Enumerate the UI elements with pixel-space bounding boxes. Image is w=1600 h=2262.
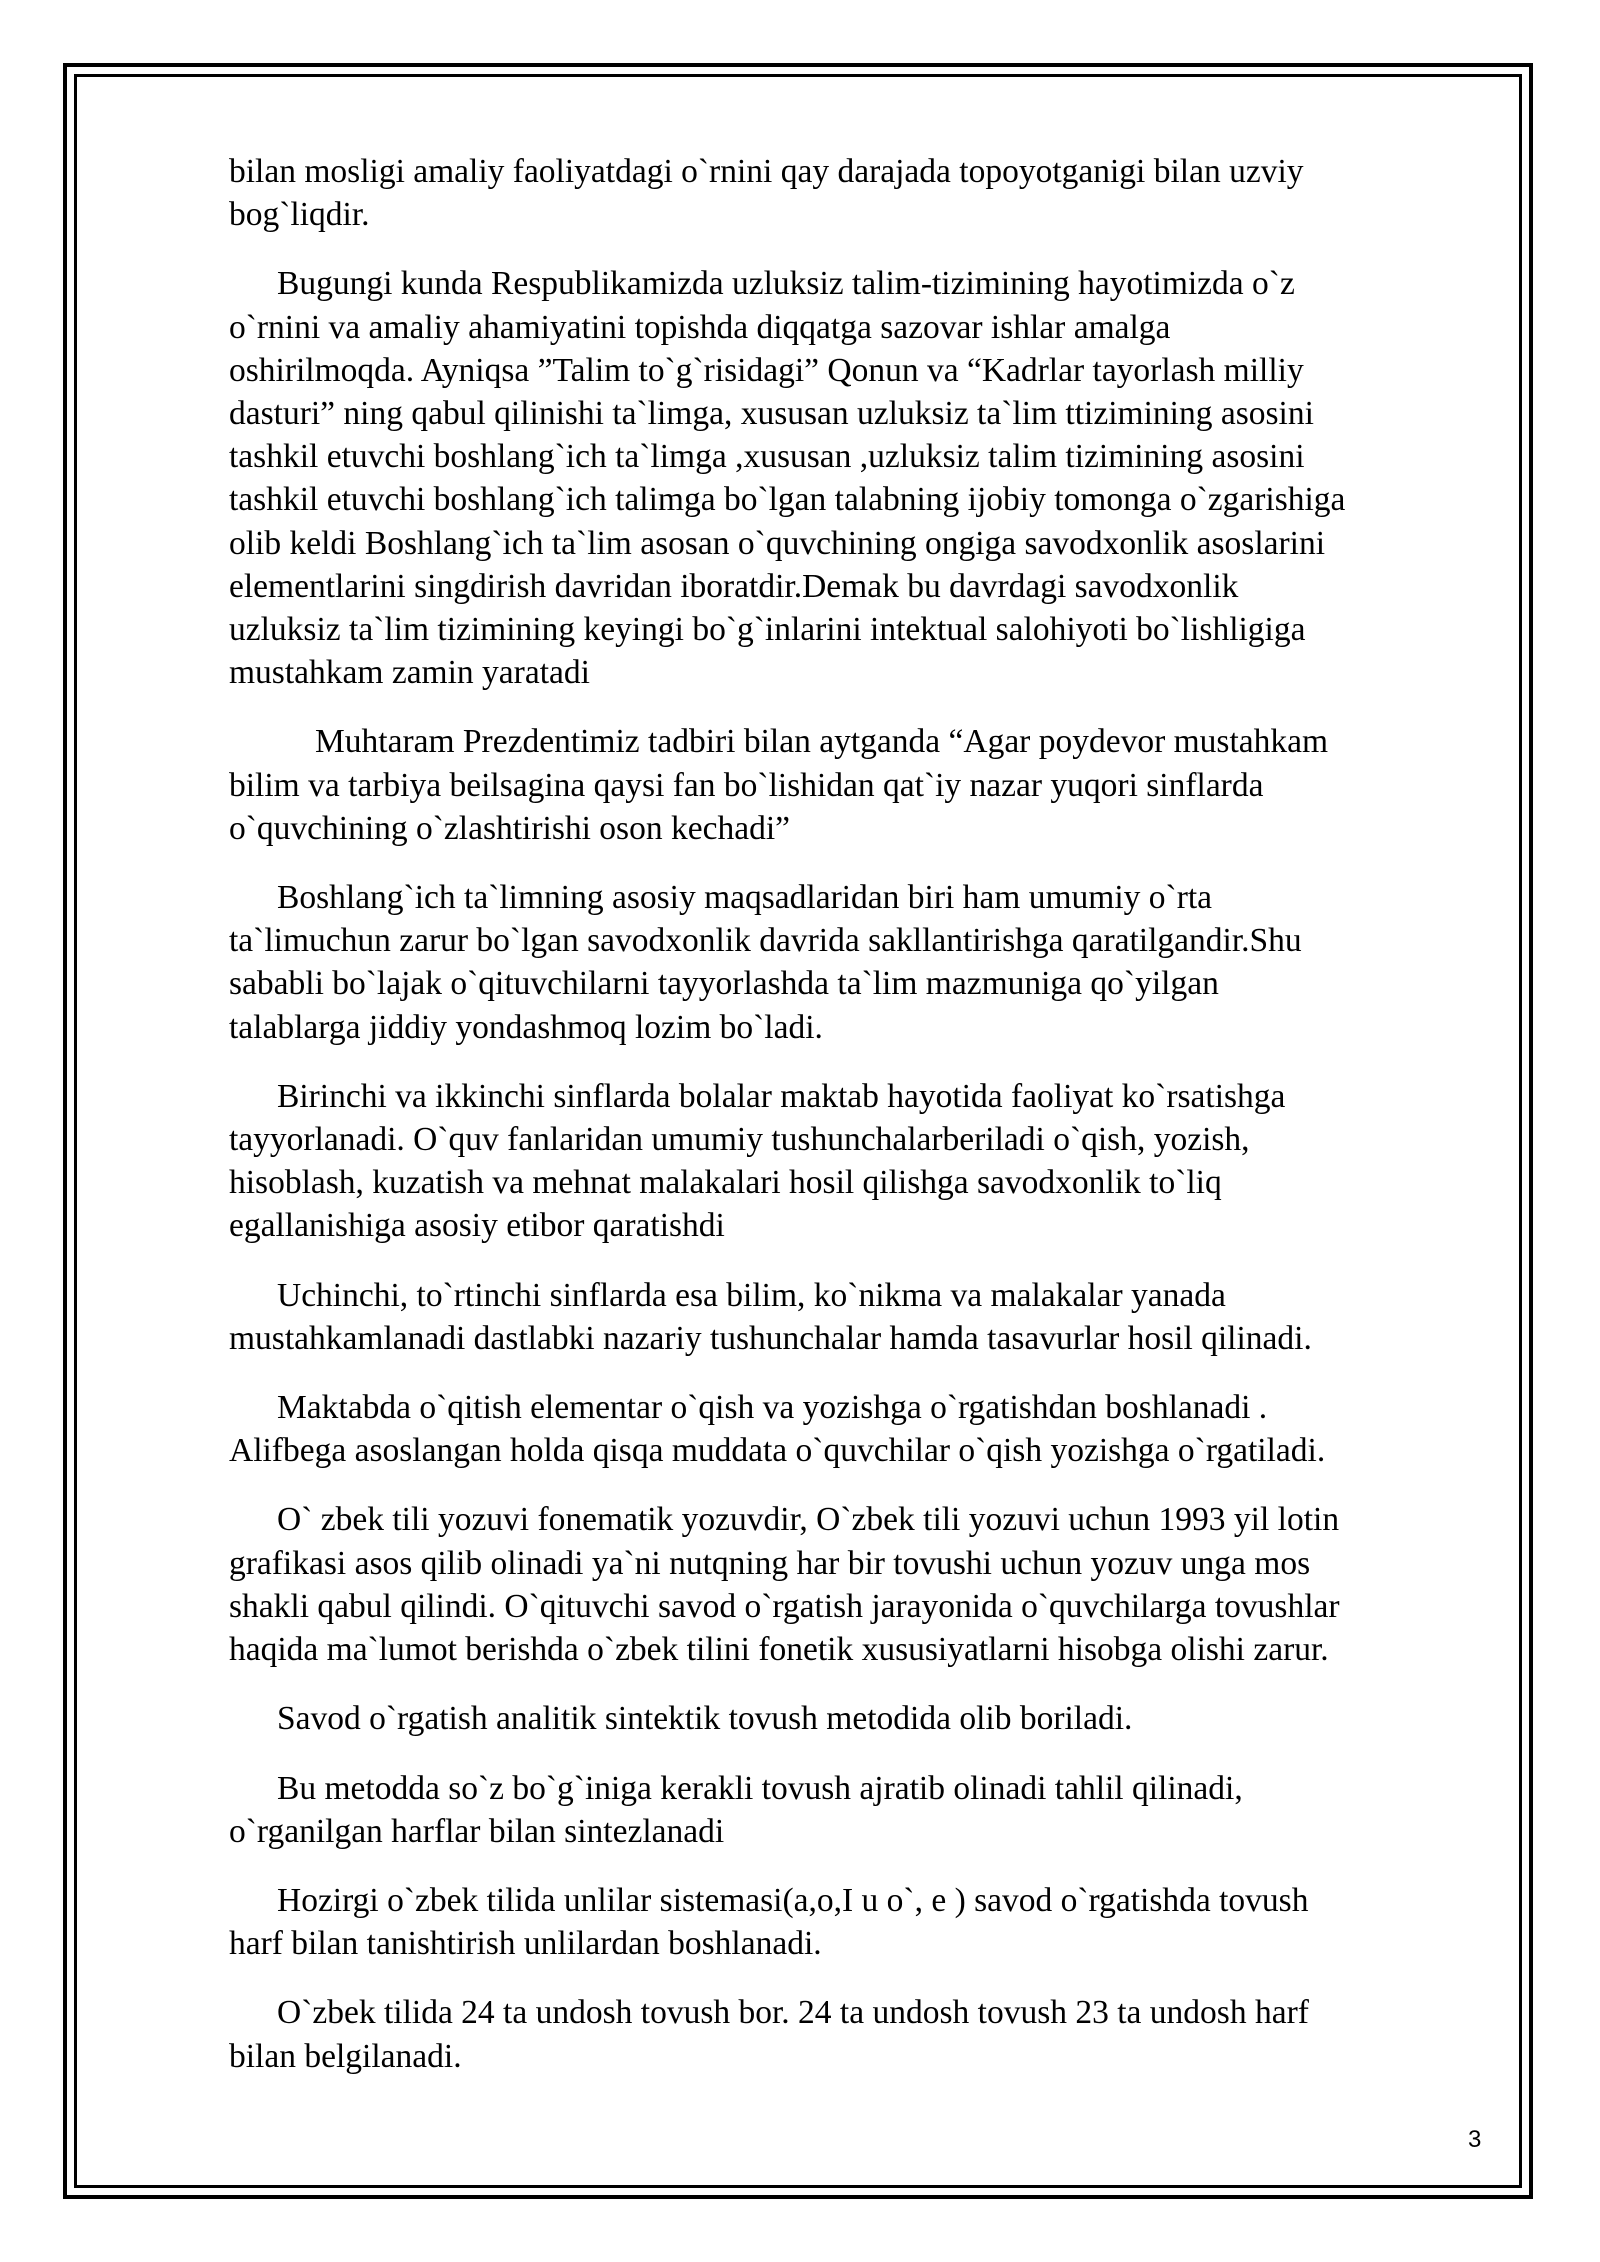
paragraph	[229, 1274, 1489, 1360]
text-line: egallanishiga asosiy etibor qaratishdi	[229, 1207, 725, 1245]
text-line: Hozirgi o`zbek tilida unlilar sistemasi(a,o,I u o`, e ) savod o`rgatishda tovush	[277, 1881, 1309, 1919]
text-line: Bugungi kunda Respublikamizda uzluksiz talim-tizimining hayotimizda o`z	[277, 265, 1295, 303]
text-line: tashkil etuvchi boshlang`ich talimga bo`lgan talabning ijobiy tomonga o`zgarishiga	[229, 481, 1346, 519]
text-line: Boshlang`ich ta`limning asosiy maqsadlaridan biri ham umumiy o`rta	[277, 879, 1213, 917]
paragraph	[229, 1386, 1489, 1472]
text-line: Alifbega asoslangan holda qisqa muddata o`quvchilar o`qish yozishga o`rgatiladi.	[229, 1432, 1326, 1470]
text-line: Savod o`rgatish analitik sintektik tovush metodida olib boriladi.	[277, 1700, 1133, 1738]
text-line: Muhtaram Prezdentimiz tadbiri bilan aytganda “Agar poydevor mustahkam	[315, 723, 1329, 761]
text-line: mustahkamlanadi dastlabki nazariy tushunchalar hamda tasavurlar hosil qilinadi.	[229, 1319, 1312, 1357]
text-line: talablarga jiddiy yondashmoq lozim bo`ladi.	[229, 1008, 823, 1046]
text-line: mustahkam zamin yaratadi	[229, 654, 590, 692]
paragraph	[229, 1697, 1489, 1740]
text-line: tashkil etuvchi boshlang`ich ta`limga ,xususan ,uzluksiz talim tizimining asosini	[229, 438, 1305, 476]
text-line: Maktabda o`qitish elementar o`qish va yozishga o`rgatishdan boshlanadi .	[277, 1389, 1268, 1427]
paragraph	[229, 262, 1489, 694]
text-line: Bu metodda so`z bo`g`iniga kerakli tovush ajratib olinadi tahlil qilinadi,	[277, 1769, 1243, 1807]
text-line: ta`limuchun zarur bo`lgan savodxonlik davrida sakllantirishga qaratilgandir.Shu	[229, 922, 1302, 960]
paragraph	[229, 1879, 1489, 1965]
text-line: shakli qabul qilindi. O`qituvchi savod o`rgatish jarayonida o`quvchilarga tovushlar	[229, 1587, 1340, 1625]
text-line: Uchinchi, to`rtinchi sinflarda esa bilim, ko`nikma va malakalar yanada	[277, 1276, 1226, 1314]
paragraph	[229, 150, 1489, 236]
text-line: o`quvchining o`zlashtirishi oson kechadi”	[229, 809, 790, 847]
text-line: sababli bo`lajak o`qituvchilarni tayyorlashda ta`lim mazmuniga qo`yilgan	[229, 965, 1219, 1003]
text-line: dasturi” ning qabul qilinishi ta`limga, xususan uzluksiz ta`lim ttizimining asosini	[229, 395, 1314, 433]
text-line: o`rganilgan harflar bilan sintezlanadi	[229, 1812, 725, 1850]
text-line: hisoblash, kuzatish va mehnat malakalari hosil qilishga savodxonlik to`liq	[229, 1164, 1222, 1202]
paragraph	[229, 1767, 1489, 1853]
page-number: 3	[1468, 2126, 1482, 2153]
paragraph	[229, 1991, 1489, 2077]
text-line: tayyorlanadi. O`quv fanlaridan umumiy tushunchalarberiladi o`qish, yozish,	[229, 1121, 1250, 1159]
text-line: harf bilan tanishtirish unlilardan boshlanadi.	[229, 1925, 822, 1963]
text-line: bilan belgilanadi.	[229, 2037, 462, 2075]
text-line: O` zbek tili yozuvi fonematik yozuvdir, O`zbek tili yozuvi uchun 1993 yil lotin	[277, 1501, 1340, 1539]
document-body	[229, 150, 1489, 2104]
paragraph	[229, 876, 1489, 1049]
text-line: uzluksiz ta`lim tizimining keyingi bo`g`inlarini intektual salohiyoti bo`lishligiga	[229, 611, 1306, 649]
text-line: O`zbek tilida 24 ta undosh tovush bor. 24 ta undosh tovush 23 ta undosh harf	[277, 1994, 1309, 2032]
text-line: oshirilmoqda. Ayniqsa ”Talim to`g`risidagi” Qonun va “Kadrlar tayorlash milliy	[229, 351, 1304, 389]
text-line: bilan mosligi amaliy faoliyatdagi o`rnini qay darajada topoyotganigi bilan uzviy	[229, 153, 1304, 190]
paragraph	[229, 1075, 1489, 1248]
paragraph	[229, 1498, 1489, 1671]
text-line: Birinchi va ikkinchi sinflarda bolalar maktab hayotida faoliyat ko`rsatishga	[277, 1077, 1286, 1115]
text-line: grafikasi asos qilib olinadi ya`ni nutqning har bir tovushi uchun yozuv unga mos	[229, 1544, 1311, 1582]
text-line: o`rnini va amaliy ahamiyatini topishda diqqatga sazovar ishlar amalga	[229, 308, 1171, 346]
text-line: haqida ma`lumot berishda o`zbek tilini fonetik xususiyatlarni hisobga olishi zarur.	[229, 1631, 1329, 1669]
text-line: elementlarini singdirish davridan iboratdir.Demak bu davrdagi savodxonlik	[229, 567, 1239, 605]
text-line: bog`liqdir.	[229, 196, 370, 234]
paragraph	[229, 720, 1489, 850]
text-line: bilim va tarbiya beilsagina qaysi fan bo`lishidan qat`iy nazar yuqori sinflarda	[229, 766, 1264, 804]
text-line: olib keldi Boshlang`ich ta`lim asosan o`quvchining ongiga savodxonlik asoslarini	[229, 524, 1326, 562]
